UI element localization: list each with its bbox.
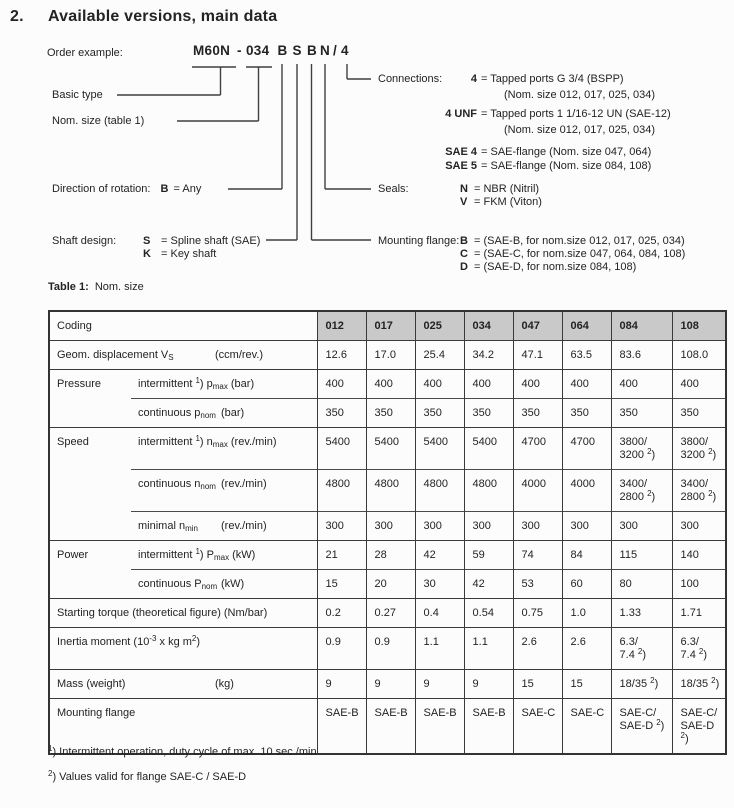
table-row-label: continuous $n_{nom}$ (rev./min) xyxy=(131,470,317,512)
order-code-token: M60N xyxy=(193,43,231,58)
table-cell: 1.1 xyxy=(415,628,464,670)
table-row-label: Starting torque (theoretical figure) (Nm/bar) xyxy=(49,599,317,628)
table-group-label: Pressure xyxy=(49,370,131,428)
nom-size-table xyxy=(48,310,727,755)
option-code: D xyxy=(460,261,468,273)
table-header-cell: 047 xyxy=(513,311,562,341)
nom-size-label: Nom. size (table 1) xyxy=(52,115,145,127)
table-cell: 30 xyxy=(415,570,464,599)
order-code-token: N xyxy=(320,43,331,58)
table-cell: 0.9 xyxy=(366,628,415,670)
direction-label: Direction of rotation: xyxy=(52,183,151,195)
table-cell: 4800 xyxy=(415,470,464,512)
table-cell: 1.0 xyxy=(562,599,611,628)
table-unit: (kW) xyxy=(232,549,256,561)
table-cell: 20 xyxy=(366,570,415,599)
table-cell: 42 xyxy=(415,541,464,570)
table-cell: 59 xyxy=(464,541,513,570)
direction-code: B xyxy=(160,183,169,195)
option-code: B xyxy=(460,235,468,247)
coding-label: Coding xyxy=(57,320,92,332)
table-unit: (rev./min) xyxy=(221,520,267,532)
table-cell: 3400/ 2800 $^2$) xyxy=(672,470,726,512)
table-cell: 300 xyxy=(672,512,726,541)
table-cell: 300 xyxy=(611,512,672,541)
table-cell: SAE-B xyxy=(415,699,464,755)
table-cell: 115 xyxy=(611,541,672,570)
table-unit: (rev./min) xyxy=(230,436,277,448)
mounting-flange-label: Mounting flange: xyxy=(378,235,460,247)
table-cell: 3800/ 3200 $^2$) xyxy=(672,428,726,470)
table-cell: 4000 xyxy=(562,470,611,512)
table-header-cell: 017 xyxy=(366,311,415,341)
table-row-label: intermittent $^1$) $P_{max}$ (kW) xyxy=(131,541,317,570)
table-cell: 400 xyxy=(611,370,672,399)
option-desc: = SAE-flange (Nom. size 084, 108) xyxy=(481,160,652,172)
table-cell: 0.4 xyxy=(415,599,464,628)
option-code: V xyxy=(460,196,468,208)
table-cell: SAE-C xyxy=(513,699,562,755)
table-cell: 350 xyxy=(366,399,415,428)
table-group-label: Speed xyxy=(49,428,131,541)
option-desc: = (SAE-B, for nom.size 012, 017, 025, 034) xyxy=(474,235,685,247)
table-cell: 108.0 xyxy=(672,341,726,370)
table-unit: (kg) xyxy=(215,678,234,690)
option-desc: = Spline shaft (SAE) xyxy=(161,235,261,247)
table-cell: 1.71 xyxy=(672,599,726,628)
table-cell: 300 xyxy=(513,512,562,541)
table-cell: 4800 xyxy=(317,470,366,512)
table-cell: 4800 xyxy=(366,470,415,512)
order-example-label: Order example: xyxy=(47,47,123,59)
option-code: C xyxy=(460,248,468,260)
table-cell: 300 xyxy=(317,512,366,541)
table-row-label: intermittent $^1$) $p_{max}$ (bar) xyxy=(131,370,317,399)
option-note: (Nom. size 012, 017, 025, 034) xyxy=(504,124,656,136)
option-code: N xyxy=(460,183,468,195)
table-cell: 4700 xyxy=(513,428,562,470)
table-cell: 350 xyxy=(611,399,672,428)
option-desc: = Key shaft xyxy=(161,248,217,260)
table-caption-bold: Table 1: xyxy=(48,281,89,293)
table-cell: 42 xyxy=(464,570,513,599)
table-cell: 21 xyxy=(317,541,366,570)
table-header-cell: 084 xyxy=(611,311,672,341)
option-row xyxy=(460,248,685,261)
table-cell: 5400 xyxy=(415,428,464,470)
table-cell: 18/35 $^2$) xyxy=(672,670,726,699)
table-cell: 18/35 $^2$) xyxy=(611,670,672,699)
table-row-label: continuous $P_{nom}$ (kW) xyxy=(131,570,317,599)
direction-of-rotation-row xyxy=(52,183,201,195)
table-row xyxy=(49,341,726,370)
table-caption xyxy=(48,281,144,293)
table-cell: 400 xyxy=(464,370,513,399)
table-cell: 350 xyxy=(672,399,726,428)
table-row-label: intermittent $^1$) $n_{max}$ (rev./min) xyxy=(131,428,317,470)
table-cell: 60 xyxy=(562,570,611,599)
shaft-design-options xyxy=(143,235,260,261)
table-cell: 15 xyxy=(317,570,366,599)
table-cell: SAE-B xyxy=(366,699,415,755)
option-code: 4 UNF xyxy=(445,108,477,120)
table-cell: 300 xyxy=(464,512,513,541)
option-code: S xyxy=(143,235,151,247)
table-cell: 53 xyxy=(513,570,562,599)
basic-type-label: Basic type xyxy=(52,89,103,101)
table-cell: 5400 xyxy=(366,428,415,470)
table-cell: 1.1 xyxy=(464,628,513,670)
direction-desc: = Any xyxy=(173,183,202,195)
table-cell: SAE-C xyxy=(562,699,611,755)
table-group-label: Power xyxy=(49,541,131,599)
table-cell: 400 xyxy=(317,370,366,399)
footnote-2: $^2$) Values valid for flange SAE-C / SAE-D xyxy=(48,769,247,783)
connections-label: Connections: xyxy=(378,73,443,85)
table-cell: 3400/ 2800 $^2$) xyxy=(611,470,672,512)
table-row-label: minimal $n_{min}$ (rev./min) xyxy=(131,512,317,541)
table-cell: 5400 xyxy=(317,428,366,470)
table-cell: SAE-B xyxy=(464,699,513,755)
option-row xyxy=(143,235,260,248)
table-row-label: continuous $p_{nom}$ (bar) xyxy=(131,399,317,428)
table-row xyxy=(49,428,726,470)
table-cell: 3800/ 3200 $^2$) xyxy=(611,428,672,470)
page-title: Available versions, main data xyxy=(48,8,278,25)
option-desc: = (SAE-D, for nom.size 084, 108) xyxy=(474,261,637,273)
table-cell: 6.3/ 7.4 $^2$) xyxy=(611,628,672,670)
table-cell: 80 xyxy=(611,570,672,599)
table-cell: 0.9 xyxy=(317,628,366,670)
table-cell: 400 xyxy=(562,370,611,399)
option-row xyxy=(460,183,542,196)
table-cell: 4700 xyxy=(562,428,611,470)
table-cell: 17.0 xyxy=(366,341,415,370)
table-cell: 350 xyxy=(562,399,611,428)
table-row xyxy=(49,399,726,428)
table-cell: 84 xyxy=(562,541,611,570)
option-row xyxy=(441,73,671,86)
table-header-cell: 034 xyxy=(464,311,513,341)
seals-options xyxy=(460,183,542,209)
table-cell: 6.3/ 7.4 $^2$) xyxy=(672,628,726,670)
table-cell: 63.5 xyxy=(562,341,611,370)
option-row xyxy=(441,108,671,121)
option-row xyxy=(143,248,260,261)
option-row xyxy=(460,196,542,209)
table-cell: 0.27 xyxy=(366,599,415,628)
section-number: 2. xyxy=(10,8,24,25)
table-row xyxy=(49,628,726,670)
table-row xyxy=(49,512,726,541)
table-cell: 25.4 xyxy=(415,341,464,370)
table-cell: 28 xyxy=(366,541,415,570)
table-cell: 0.2 xyxy=(317,599,366,628)
order-code-token: / xyxy=(333,43,338,58)
table-row xyxy=(49,541,726,570)
table-unit: (bar) xyxy=(221,407,245,419)
option-row xyxy=(441,146,671,159)
table-cell: 5400 xyxy=(464,428,513,470)
table-cell: 74 xyxy=(513,541,562,570)
table-row xyxy=(49,470,726,512)
table-cell: 300 xyxy=(366,512,415,541)
option-row xyxy=(441,160,671,173)
table-cell: 2.6 xyxy=(513,628,562,670)
option-desc: = FKM (Viton) xyxy=(474,196,542,208)
table-row-label: Inertia moment ($10^{-3}$ x kg $m^2$) xyxy=(49,628,317,670)
table-cell: 2.6 xyxy=(562,628,611,670)
table-cell: 350 xyxy=(513,399,562,428)
table-cell: SAE-C/ SAE-D $^2$) xyxy=(672,699,726,755)
table-unit: (kW) xyxy=(221,578,245,590)
option-desc: = SAE-flange (Nom. size 047, 064) xyxy=(481,146,652,158)
option-desc: = Tapped ports 1 1/16-12 UN (SAE-12) xyxy=(481,108,671,120)
table-row xyxy=(49,599,726,628)
table-cell: 300 xyxy=(415,512,464,541)
table-cell: 350 xyxy=(464,399,513,428)
table-cell: 4800 xyxy=(464,470,513,512)
table-row xyxy=(49,670,726,699)
table-row xyxy=(49,570,726,599)
table-cell: 100 xyxy=(672,570,726,599)
table-cell: 1.33 xyxy=(611,599,672,628)
table-unit: (rev./min) xyxy=(221,478,267,490)
table-cell: 47.1 xyxy=(513,341,562,370)
table-cell: 350 xyxy=(317,399,366,428)
table-row-label: Mounting flange xyxy=(49,699,317,755)
table-caption-text: Nom. size xyxy=(94,281,144,293)
seals-label: Seals: xyxy=(378,183,409,195)
option-desc: = Tapped ports G 3/4 (BSPP) xyxy=(481,73,624,85)
mounting-flange-options xyxy=(460,235,685,274)
table-unit: (bar) xyxy=(230,378,255,390)
shaft-design-label: Shaft design: xyxy=(52,235,117,247)
option-code: SAE 4 xyxy=(445,146,477,158)
order-code-token: - xyxy=(237,43,242,58)
table-cell: 400 xyxy=(415,370,464,399)
order-code-token: B xyxy=(307,43,318,58)
order-code-token: B xyxy=(277,43,288,58)
option-code: K xyxy=(143,248,151,260)
option-desc: = NBR (Nitril) xyxy=(474,183,540,195)
table-header-row xyxy=(49,311,726,341)
table-cell: 400 xyxy=(366,370,415,399)
table-cell: 140 xyxy=(672,541,726,570)
table-cell: SAE-C/ SAE-D $^2$) xyxy=(611,699,672,755)
table-cell: 83.6 xyxy=(611,341,672,370)
footnote-1: $^1$) Intermittent operation, duty cycle of max. 10 sec./min xyxy=(48,744,317,758)
table-row-label: Geom. displacement $V_S$ (ccm/rev.) xyxy=(49,341,317,370)
option-row xyxy=(460,235,685,248)
table-unit: (Nm/bar) xyxy=(223,607,268,619)
table-header-cell: 064 xyxy=(562,311,611,341)
table-cell: SAE-B xyxy=(317,699,366,755)
table-cell: 350 xyxy=(415,399,464,428)
table-cell: 400 xyxy=(513,370,562,399)
table-header-cell: 012 xyxy=(317,311,366,341)
table-cell: 9 xyxy=(366,670,415,699)
option-desc: = (SAE-C, for nom.size 047, 064, 084, 108) xyxy=(474,248,686,260)
table-unit: (ccm/rev.) xyxy=(215,349,264,361)
option-note: (Nom. size 012, 017, 025, 034) xyxy=(504,89,656,101)
table-row xyxy=(49,370,726,399)
option-code: SAE 5 xyxy=(445,160,477,172)
table-cell: 0.54 xyxy=(464,599,513,628)
table-cell: 400 xyxy=(672,370,726,399)
table-cell: 15 xyxy=(562,670,611,699)
table-cell: 9 xyxy=(415,670,464,699)
table-cell: 9 xyxy=(317,670,366,699)
order-code-token: 4 xyxy=(341,43,349,58)
order-code-token: 034 xyxy=(246,43,270,58)
table-header-cell: 025 xyxy=(415,311,464,341)
table-cell: 300 xyxy=(562,512,611,541)
table-cell: 15 xyxy=(513,670,562,699)
table-cell: 0.75 xyxy=(513,599,562,628)
option-code: 4 xyxy=(470,73,477,85)
order-code-token: S xyxy=(292,43,302,58)
table-cell: 9 xyxy=(464,670,513,699)
table-header-cell: 108 xyxy=(672,311,726,341)
connections-options xyxy=(441,73,671,173)
option-row xyxy=(460,261,685,274)
table-cell: 12.6 xyxy=(317,341,366,370)
table-row-label: Mass (weight) (kg) xyxy=(49,670,317,699)
table-cell: 34.2 xyxy=(464,341,513,370)
table-cell: 4000 xyxy=(513,470,562,512)
